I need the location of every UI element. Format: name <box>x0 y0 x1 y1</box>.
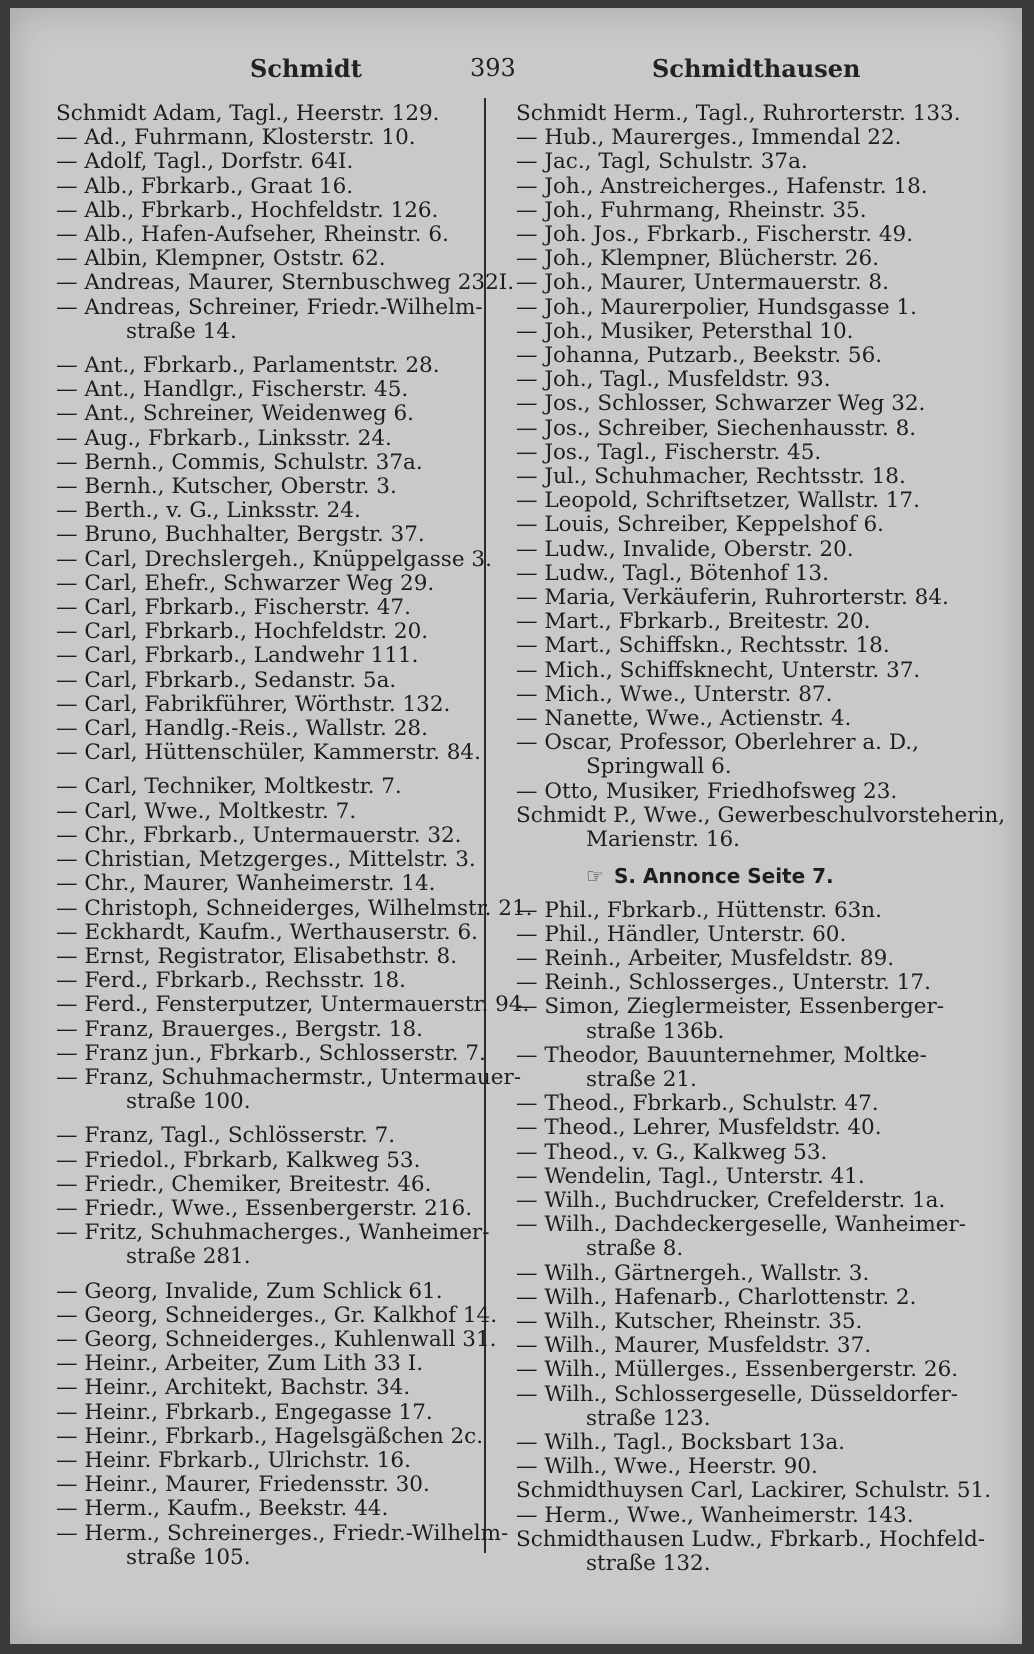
directory-entry: — Carl, Wwe., Moltkestr. 7. <box>56 798 357 824</box>
directory-entry: — Heinr., Fbrkarb., Engegasse 17. <box>56 1399 433 1425</box>
directory-entry: — Carl, Drechslergeh., Knüppelgasse 3. <box>56 546 492 572</box>
directory-entry: — Ant., Fbrkarb., Parlamentstr. 28. <box>56 353 440 379</box>
directory-entry: — Andreas, Maurer, Sternbuschweg 232I. <box>56 270 515 296</box>
directory-entry: — Johanna, Putzarb., Beekstr. 56. <box>516 343 883 369</box>
directory-entry: — Maria, Verkäuferin, Ruhrorterstr. 84. <box>516 585 949 611</box>
directory-entry: — Mart., Fbrkarb., Breitestr. 20. <box>516 609 871 635</box>
directory-entry: — Wilh., Gärtnergeh., Wallstr. 3. <box>516 1260 870 1286</box>
pointing-hand-icon: ☞ <box>586 864 604 889</box>
directory-entry: — Carl, Fbrkarb., Fischerstr. 47. <box>56 595 411 621</box>
entry-continuation: straße 14. <box>126 318 237 344</box>
directory-entry: — Ludw., Tagl., Bötenhof 13. <box>516 560 829 586</box>
entry-continuation: straße 132. <box>586 1550 711 1576</box>
directory-entry: — Wilh., Müllerges., Essenbergerstr. 26. <box>516 1357 959 1383</box>
directory-entry: — Theodor, Bauunternehmer, Moltke- <box>516 1042 927 1068</box>
directory-entry: — Wilh., Dachdeckergeselle, Wanheimer- <box>516 1212 967 1238</box>
directory-entry: — Phil., Händler, Unterstr. 60. <box>516 921 847 947</box>
directory-entry: — Joh., Tagl., Musfeldstr. 93. <box>516 367 831 393</box>
directory-entry: — Herm., Wwe., Wanheimerstr. 143. <box>516 1502 914 1528</box>
directory-entry: — Aug., Fbrkarb., Linksstr. 24. <box>56 425 392 451</box>
directory-entry: — Oscar, Professor, Oberlehrer a. D., <box>516 730 919 756</box>
directory-entry: — Bruno, Buchhalter, Bergstr. 37. <box>56 522 425 548</box>
directory-entry: — Ant., Schreiner, Weidenweg 6. <box>56 401 415 427</box>
directory-entry: — Berth., v. G., Linksstr. 24. <box>56 498 361 524</box>
left-column <box>56 101 533 1570</box>
directory-entry: — Franz, Tagl., Schlösserstr. 7. <box>56 1123 396 1149</box>
directory-entry: — Jos., Schreiber, Siechenhausstr. 8. <box>516 415 917 441</box>
directory-entry: Schmidt P., Wwe., Gewerbeschulvorsteherin, <box>516 802 1006 828</box>
directory-entry: — Carl, Fbrkarb., Landwehr 111. <box>56 643 419 669</box>
directory-entry: — Simon, Zieglermeister, Essenberger- <box>516 994 945 1020</box>
directory-entry: — Alb., Fbrkarb., Hochfeldstr. 126. <box>56 197 439 223</box>
annonce-reference <box>516 864 956 888</box>
directory-entry: — Joh., Fuhrmang, Rheinstr. 35. <box>516 197 867 223</box>
entry-continuation: straße 100. <box>126 1089 251 1115</box>
directory-entry: — Jos., Tagl., Fischerstr. 45. <box>516 439 822 465</box>
directory-entry: — Carl, Hüttenschüler, Kammerstr. 84. <box>56 740 481 766</box>
directory-entry: — Bernh., Commis, Schulstr. 37a. <box>56 449 423 475</box>
directory-entry: — Friedr., Chemiker, Breitestr. 46. <box>56 1171 432 1197</box>
directory-entry: — Carl, Fbrkarb., Hochfeldstr. 20. <box>56 619 429 645</box>
directory-entry: — Ad., Fuhrmann, Klosterstr. 10. <box>56 125 416 151</box>
directory-entry: — Heinr., Fbrkarb., Hagelsgäßchen 2c. <box>56 1423 484 1449</box>
directory-entry: — Albin, Klempner, Oststr. 62. <box>56 246 386 272</box>
entry-continuation: straße 123. <box>586 1405 711 1431</box>
directory-entry: — Franz jun., Fbrkarb., Schlosserstr. 7. <box>56 1040 486 1066</box>
directory-entry: — Hub., Maurerges., Immendal 22. <box>516 125 902 151</box>
directory-entry: — Andreas, Schreiner, Friedr.-Wilhelm- <box>56 294 483 320</box>
entry-continuation: straße 105. <box>126 1544 251 1570</box>
directory-entry: — Fritz, Schuhmacherges., Wanheimer- <box>56 1220 490 1246</box>
entry-continuation: straße 281. <box>126 1244 251 1270</box>
entry-continuation: Marienstr. 16. <box>586 827 741 853</box>
directory-entry: — Wilh., Buchdrucker, Crefelderstr. 1a. <box>516 1187 946 1213</box>
directory-entry: — Carl, Ehefr., Schwarzer Weg 29. <box>56 570 435 596</box>
header-left-keyword: Schmidt <box>250 54 362 83</box>
directory-entry: Schmidthuysen Carl, Lackirer, Schulstr. 51. <box>516 1478 992 1504</box>
directory-entry: Schmidt Herm., Tagl., Ruhrorterstr. 133. <box>516 101 961 126</box>
directory-entry: — Alb., Hafen-Aufseher, Rheinstr. 6. <box>56 222 449 248</box>
directory-entry: — Chr., Fbrkarb., Untermauerstr. 32. <box>56 822 462 848</box>
directory-entry: — Friedr., Wwe., Essenbergerstr. 216. <box>56 1195 473 1221</box>
directory-entry: — Jos., Schlosser, Schwarzer Weg 32. <box>516 391 926 417</box>
directory-entry: Schmidthausen Ludw., Fbrkarb., Hochfeld- <box>516 1526 985 1552</box>
directory-entry: — Heinr., Architekt, Bachstr. 34. <box>56 1375 411 1401</box>
directory-entry: — Heinr., Arbeiter, Zum Lith 33 I. <box>56 1351 424 1377</box>
entry-continuation: straße 136b. <box>586 1018 725 1044</box>
directory-entry: — Joh. Jos., Fbrkarb., Fischerstr. 49. <box>516 222 914 248</box>
directory-entry: — Chr., Maurer, Wanheimerstr. 14. <box>56 871 436 897</box>
directory-entry: — Joh., Maurerpolier, Hundsgasse 1. <box>516 294 917 320</box>
directory-entry: — Ludw., Invalide, Oberstr. 20. <box>516 536 854 562</box>
directory-entry: — Georg, Schneiderges., Gr. Kalkhof 14. <box>56 1302 498 1328</box>
directory-entry: — Heinr., Maurer, Friedensstr. 30. <box>56 1472 430 1498</box>
directory-entry: — Louis, Schreiber, Keppelshof 6. <box>516 512 885 538</box>
directory-entry: — Carl, Fabrikführer, Wörthstr. 132. <box>56 691 451 717</box>
directory-entry: — Jac., Tagl, Schulstr. 37a. <box>516 149 808 175</box>
directory-entry: — Wilh., Tagl., Bocksbart 13a. <box>516 1429 845 1455</box>
directory-entry: — Carl, Handlg.-Reis., Wallstr. 28. <box>56 716 428 742</box>
entry-continuation: straße 21. <box>586 1066 697 1092</box>
page-number: 393 <box>470 54 516 82</box>
directory-entry: — Nanette, Wwe., Actienstr. 4. <box>516 706 852 732</box>
directory-entry: — Theod., Lehrer, Musfeldstr. 40. <box>516 1115 882 1141</box>
directory-entry: — Wilh., Kutscher, Rheinstr. 35. <box>516 1308 863 1334</box>
directory-entry: — Mich., Schiffsknecht, Unterstr. 37. <box>516 657 921 683</box>
directory-entry: — Otto, Musiker, Friedhofsweg 23. <box>516 778 898 804</box>
directory-entry: — Wilh., Schlossergeselle, Düsseldorfer- <box>516 1381 959 1407</box>
directory-entry: — Ernst, Registrator, Elisabethstr. 8. <box>56 943 458 969</box>
directory-entry: — Wilh., Hafenarb., Charlottenstr. 2. <box>516 1284 917 1310</box>
directory-entry: — Joh., Maurer, Untermauerstr. 8. <box>516 270 889 296</box>
directory-entry: — Herm., Schreinerges., Friedr.-Wilhelm- <box>56 1520 509 1546</box>
header-right-keyword: Schmidthausen <box>652 54 861 83</box>
directory-entry: — Mart., Schiffskn., Rechtsstr. 18. <box>516 633 890 659</box>
directory-entry: — Christian, Metzgerges., Mittelstr. 3. <box>56 847 476 873</box>
directory-entry: — Ant., Handlgr., Fischerstr. 45. <box>56 377 409 403</box>
directory-entry: — Joh., Musiker, Petersthal 10. <box>516 318 854 344</box>
directory-entry: — Ferd., Fensterputzer, Untermauerstr. 94. <box>56 992 530 1018</box>
directory-entry: — Adolf, Tagl., Dorfstr. 64I. <box>56 149 354 175</box>
directory-entry: — Wendelin, Tagl., Unterstr. 41. <box>516 1163 865 1189</box>
directory-entry: — Phil., Fbrkarb., Hüttenstr. 63n. <box>516 897 882 923</box>
directory-entry: — Wilh., Maurer, Musfeldstr. 37. <box>516 1333 872 1359</box>
directory-entry: Schmidt Adam, Tagl., Heerstr. 129. <box>56 101 440 126</box>
page-header <box>0 48 1034 88</box>
entry-continuation: Springwall 6. <box>586 754 732 780</box>
entry-continuation: straße 8. <box>586 1236 684 1262</box>
directory-entry: — Reinh., Arbeiter, Musfeldstr. 89. <box>516 945 895 971</box>
directory-entry: — Friedol., Fbrkarb, Kalkweg 53. <box>56 1147 421 1173</box>
directory-entry: — Theod., v. G., Kalkweg 53. <box>516 1139 828 1165</box>
directory-entry: — Carl, Techniker, Moltkestr. 7. <box>56 774 402 800</box>
directory-entry: — Georg, Invalide, Zum Schlick 61. <box>56 1278 443 1304</box>
directory-entry: — Joh., Klempner, Blücherstr. 26. <box>516 246 880 272</box>
directory-entry: — Jul., Schuhmacher, Rechtsstr. 18. <box>516 464 906 490</box>
directory-entry: — Franz, Brauerges., Bergstr. 18. <box>56 1016 423 1042</box>
directory-entry: — Joh., Anstreicherges., Hafenstr. 18. <box>516 173 928 199</box>
directory-entry: — Bernh., Kutscher, Oberstr. 3. <box>56 474 397 500</box>
directory-entry: — Wilh., Wwe., Heerstr. 90. <box>516 1454 818 1480</box>
right-column <box>516 101 1006 1576</box>
directory-entry: — Leopold, Schriftsetzer, Wallstr. 17. <box>516 488 920 514</box>
directory-entry: — Heinr. Fbrkarb., Ulrichstr. 16. <box>56 1447 411 1473</box>
directory-entry: — Franz, Schuhmachermstr., Untermauer- <box>56 1064 522 1090</box>
directory-entry: — Alb., Fbrkarb., Graat 16. <box>56 173 354 199</box>
directory-entry: — Carl, Fbrkarb., Sedanstr. 5a. <box>56 667 397 693</box>
directory-entry: — Reinh., Schlosserges., Unterstr. 17. <box>516 970 931 996</box>
directory-entry: — Mich., Wwe., Unterstr. 87. <box>516 681 833 707</box>
directory-entry: — Eckhardt, Kaufm., Werthauserstr. 6. <box>56 919 478 945</box>
directory-entry: — Ferd., Fbrkarb., Rechsstr. 18. <box>56 968 406 994</box>
directory-entry: — Georg, Schneiderges., Kuhlenwall 31. <box>56 1326 497 1352</box>
annonce-text: S. Annonce Seite 7. <box>613 864 834 889</box>
directory-entry: — Herm., Kaufm., Beekstr. 44. <box>56 1496 389 1522</box>
directory-entry: — Christoph, Schneiderges, Wilhelmstr. 21. <box>56 895 533 921</box>
directory-entry: — Theod., Fbrkarb., Schulstr. 47. <box>516 1091 879 1117</box>
